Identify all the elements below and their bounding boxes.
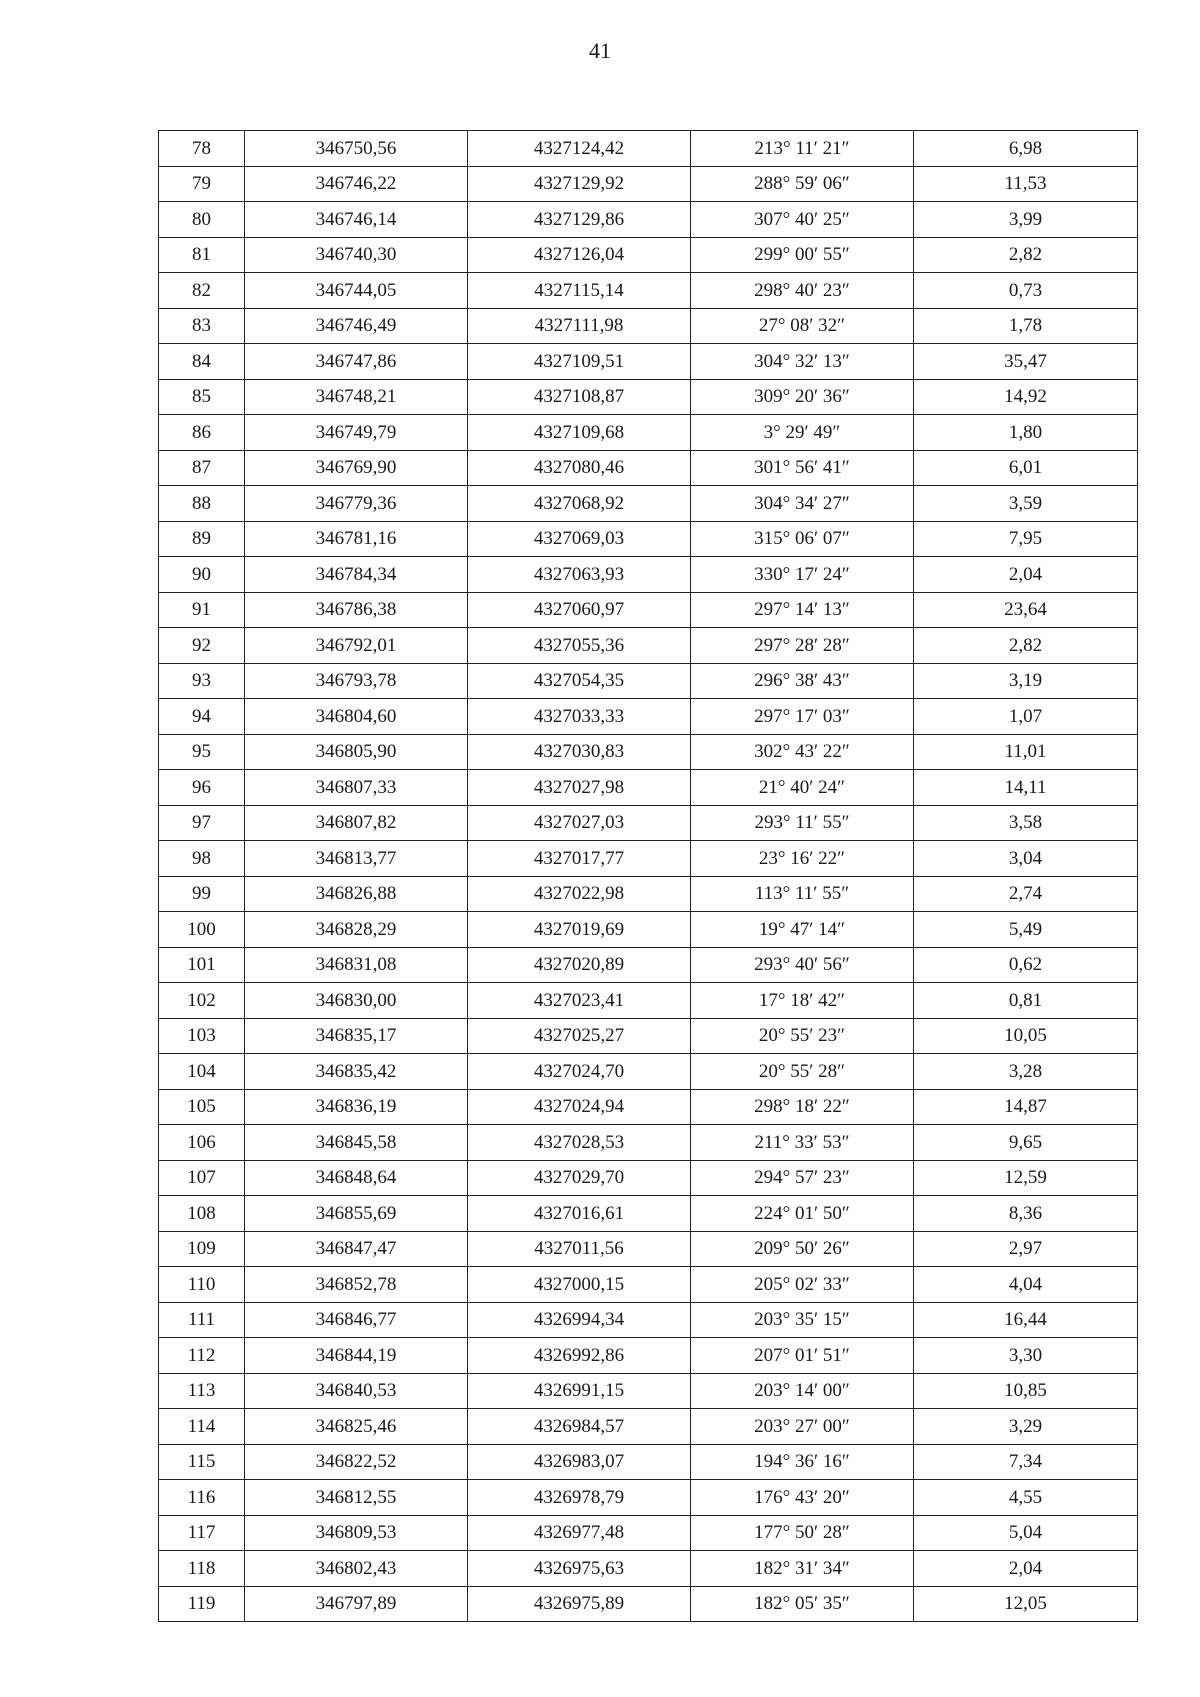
- coordinates-table-body: [159, 131, 1138, 1622]
- direction-angle-cell: 297° 14′ 13″: [691, 592, 914, 628]
- y-coordinate-cell: 4327000,15: [468, 1267, 691, 1303]
- x-coordinate-cell: 346744,05: [245, 273, 468, 309]
- y-coordinate-cell: 4326984,57: [468, 1409, 691, 1445]
- distance-cell: 14,87: [914, 1089, 1138, 1125]
- table-row: [159, 592, 1138, 628]
- direction-angle-cell: 330° 17′ 24″: [691, 557, 914, 593]
- direction-angle-cell: 205° 02′ 33″: [691, 1267, 914, 1303]
- distance-cell: 16,44: [914, 1302, 1138, 1338]
- x-coordinate-cell: 346822,52: [245, 1444, 468, 1480]
- y-coordinate-cell: 4327054,35: [468, 663, 691, 699]
- point-number-cell: 87: [159, 450, 245, 486]
- x-coordinate-cell: 346846,77: [245, 1302, 468, 1338]
- point-number-cell: 81: [159, 237, 245, 273]
- point-number-cell: 116: [159, 1480, 245, 1516]
- table-row: [159, 1302, 1138, 1338]
- y-coordinate-cell: 4327129,86: [468, 202, 691, 238]
- x-coordinate-cell: 346797,89: [245, 1586, 468, 1622]
- y-coordinate-cell: 4327022,98: [468, 876, 691, 912]
- y-coordinate-cell: 4327063,93: [468, 557, 691, 593]
- direction-angle-cell: 302° 43′ 22″: [691, 734, 914, 770]
- distance-cell: 14,11: [914, 770, 1138, 806]
- distance-cell: 3,28: [914, 1054, 1138, 1090]
- x-coordinate-cell: 346746,49: [245, 308, 468, 344]
- table-row: [159, 1160, 1138, 1196]
- point-number-cell: 117: [159, 1515, 245, 1551]
- distance-cell: 3,30: [914, 1338, 1138, 1374]
- x-coordinate-cell: 346852,78: [245, 1267, 468, 1303]
- distance-cell: 11,53: [914, 166, 1138, 202]
- y-coordinate-cell: 4327126,04: [468, 237, 691, 273]
- distance-cell: 10,85: [914, 1373, 1138, 1409]
- point-number-cell: 91: [159, 592, 245, 628]
- point-number-cell: 111: [159, 1302, 245, 1338]
- table-row: [159, 663, 1138, 699]
- point-number-cell: 85: [159, 379, 245, 415]
- distance-cell: 3,59: [914, 486, 1138, 522]
- distance-cell: 0,62: [914, 947, 1138, 983]
- direction-angle-cell: 207° 01′ 51″: [691, 1338, 914, 1374]
- y-coordinate-cell: 4327055,36: [468, 628, 691, 664]
- direction-angle-cell: 3° 29′ 49″: [691, 415, 914, 451]
- point-number-cell: 88: [159, 486, 245, 522]
- direction-angle-cell: 298° 40′ 23″: [691, 273, 914, 309]
- y-coordinate-cell: 4327020,89: [468, 947, 691, 983]
- table-row: [159, 1338, 1138, 1374]
- point-number-cell: 103: [159, 1018, 245, 1054]
- y-coordinate-cell: 4327108,87: [468, 379, 691, 415]
- direction-angle-cell: 304° 32′ 13″: [691, 344, 914, 380]
- distance-cell: 0,73: [914, 273, 1138, 309]
- x-coordinate-cell: 346836,19: [245, 1089, 468, 1125]
- point-number-cell: 94: [159, 699, 245, 735]
- direction-angle-cell: 19° 47′ 14″: [691, 912, 914, 948]
- point-number-cell: 84: [159, 344, 245, 380]
- direction-angle-cell: 177° 50′ 28″: [691, 1515, 914, 1551]
- point-number-cell: 78: [159, 131, 245, 167]
- x-coordinate-cell: 346749,79: [245, 415, 468, 451]
- table-row: [159, 1089, 1138, 1125]
- distance-cell: 0,81: [914, 983, 1138, 1019]
- y-coordinate-cell: 4327109,68: [468, 415, 691, 451]
- x-coordinate-cell: 346748,21: [245, 379, 468, 415]
- direction-angle-cell: 299° 00′ 55″: [691, 237, 914, 273]
- table-row: [159, 131, 1138, 167]
- y-coordinate-cell: 4326991,15: [468, 1373, 691, 1409]
- y-coordinate-cell: 4327025,27: [468, 1018, 691, 1054]
- distance-cell: 5,49: [914, 912, 1138, 948]
- point-number-cell: 115: [159, 1444, 245, 1480]
- x-coordinate-cell: 346845,58: [245, 1125, 468, 1161]
- y-coordinate-cell: 4327124,42: [468, 131, 691, 167]
- x-coordinate-cell: 346835,17: [245, 1018, 468, 1054]
- table-row: [159, 876, 1138, 912]
- distance-cell: 3,58: [914, 805, 1138, 841]
- y-coordinate-cell: 4327023,41: [468, 983, 691, 1019]
- point-number-cell: 101: [159, 947, 245, 983]
- table-row: [159, 308, 1138, 344]
- point-number-cell: 110: [159, 1267, 245, 1303]
- direction-angle-cell: 176° 43′ 20″: [691, 1480, 914, 1516]
- point-number-cell: 82: [159, 273, 245, 309]
- x-coordinate-cell: 346813,77: [245, 841, 468, 877]
- x-coordinate-cell: 346792,01: [245, 628, 468, 664]
- point-number-cell: 99: [159, 876, 245, 912]
- x-coordinate-cell: 346746,14: [245, 202, 468, 238]
- distance-cell: 1,07: [914, 699, 1138, 735]
- point-number-cell: 97: [159, 805, 245, 841]
- point-number-cell: 90: [159, 557, 245, 593]
- direction-angle-cell: 113° 11′ 55″: [691, 876, 914, 912]
- y-coordinate-cell: 4327060,97: [468, 592, 691, 628]
- point-number-cell: 80: [159, 202, 245, 238]
- y-coordinate-cell: 4326975,89: [468, 1586, 691, 1622]
- distance-cell: 3,99: [914, 202, 1138, 238]
- direction-angle-cell: 203° 35′ 15″: [691, 1302, 914, 1338]
- x-coordinate-cell: 346807,33: [245, 770, 468, 806]
- direction-angle-cell: 23° 16′ 22″: [691, 841, 914, 877]
- y-coordinate-cell: 4327111,98: [468, 308, 691, 344]
- x-coordinate-cell: 346804,60: [245, 699, 468, 735]
- point-number-cell: 109: [159, 1231, 245, 1267]
- point-number-cell: 98: [159, 841, 245, 877]
- table-row: [159, 237, 1138, 273]
- point-number-cell: 112: [159, 1338, 245, 1374]
- direction-angle-cell: 297° 17′ 03″: [691, 699, 914, 735]
- y-coordinate-cell: 4327068,92: [468, 486, 691, 522]
- direction-angle-cell: 182° 31′ 34″: [691, 1551, 914, 1587]
- y-coordinate-cell: 4327030,83: [468, 734, 691, 770]
- distance-cell: 3,29: [914, 1409, 1138, 1445]
- y-coordinate-cell: 4327029,70: [468, 1160, 691, 1196]
- table-row: [159, 450, 1138, 486]
- page-number: 41: [589, 38, 611, 63]
- table-row: [159, 983, 1138, 1019]
- x-coordinate-cell: 346831,08: [245, 947, 468, 983]
- point-number-cell: 79: [159, 166, 245, 202]
- x-coordinate-cell: 346825,46: [245, 1409, 468, 1445]
- direction-angle-cell: 296° 38′ 43″: [691, 663, 914, 699]
- point-number-cell: 100: [159, 912, 245, 948]
- direction-angle-cell: 307° 40′ 25″: [691, 202, 914, 238]
- distance-cell: 10,05: [914, 1018, 1138, 1054]
- distance-cell: 2,04: [914, 557, 1138, 593]
- x-coordinate-cell: 346781,16: [245, 521, 468, 557]
- point-number-cell: 83: [159, 308, 245, 344]
- x-coordinate-cell: 346779,36: [245, 486, 468, 522]
- point-number-cell: 102: [159, 983, 245, 1019]
- table-row: [159, 379, 1138, 415]
- table-row: [159, 1196, 1138, 1232]
- distance-cell: 23,64: [914, 592, 1138, 628]
- x-coordinate-cell: 346805,90: [245, 734, 468, 770]
- y-coordinate-cell: 4326977,48: [468, 1515, 691, 1551]
- y-coordinate-cell: 4326992,86: [468, 1338, 691, 1374]
- x-coordinate-cell: 346740,30: [245, 237, 468, 273]
- y-coordinate-cell: 4327129,92: [468, 166, 691, 202]
- point-number-cell: 107: [159, 1160, 245, 1196]
- point-number-cell: 104: [159, 1054, 245, 1090]
- y-coordinate-cell: 4326983,07: [468, 1444, 691, 1480]
- direction-angle-cell: 20° 55′ 23″: [691, 1018, 914, 1054]
- distance-cell: 8,36: [914, 1196, 1138, 1232]
- point-number-cell: 96: [159, 770, 245, 806]
- direction-angle-cell: 294° 57′ 23″: [691, 1160, 914, 1196]
- direction-angle-cell: 224° 01′ 50″: [691, 1196, 914, 1232]
- table-row: [159, 1515, 1138, 1551]
- coordinates-table: [158, 130, 1138, 1622]
- distance-cell: 3,04: [914, 841, 1138, 877]
- direction-angle-cell: 293° 11′ 55″: [691, 805, 914, 841]
- distance-cell: 6,01: [914, 450, 1138, 486]
- point-number-cell: 93: [159, 663, 245, 699]
- direction-angle-cell: 17° 18′ 42″: [691, 983, 914, 1019]
- distance-cell: 9,65: [914, 1125, 1138, 1161]
- y-coordinate-cell: 4327019,69: [468, 912, 691, 948]
- distance-cell: 7,34: [914, 1444, 1138, 1480]
- table-row: [159, 1373, 1138, 1409]
- direction-angle-cell: 203° 14′ 00″: [691, 1373, 914, 1409]
- table-row: [159, 734, 1138, 770]
- point-number-cell: 92: [159, 628, 245, 664]
- table-row: [159, 770, 1138, 806]
- distance-cell: 6,98: [914, 131, 1138, 167]
- distance-cell: 4,04: [914, 1267, 1138, 1303]
- point-number-cell: 89: [159, 521, 245, 557]
- x-coordinate-cell: 346840,53: [245, 1373, 468, 1409]
- distance-cell: 2,82: [914, 628, 1138, 664]
- distance-cell: 12,59: [914, 1160, 1138, 1196]
- direction-angle-cell: 301° 56′ 41″: [691, 450, 914, 486]
- table-row: [159, 628, 1138, 664]
- table-row: [159, 415, 1138, 451]
- table-row: [159, 1444, 1138, 1480]
- x-coordinate-cell: 346844,19: [245, 1338, 468, 1374]
- distance-cell: 2,04: [914, 1551, 1138, 1587]
- table-row: [159, 699, 1138, 735]
- table-row: [159, 344, 1138, 380]
- point-number-cell: 118: [159, 1551, 245, 1587]
- direction-angle-cell: 20° 55′ 28″: [691, 1054, 914, 1090]
- distance-cell: 12,05: [914, 1586, 1138, 1622]
- x-coordinate-cell: 346746,22: [245, 166, 468, 202]
- distance-cell: 1,80: [914, 415, 1138, 451]
- direction-angle-cell: 297° 28′ 28″: [691, 628, 914, 664]
- distance-cell: 1,78: [914, 308, 1138, 344]
- direction-angle-cell: 194° 36′ 16″: [691, 1444, 914, 1480]
- x-coordinate-cell: 346750,56: [245, 131, 468, 167]
- table-row: [159, 1054, 1138, 1090]
- x-coordinate-cell: 346807,82: [245, 805, 468, 841]
- distance-cell: 11,01: [914, 734, 1138, 770]
- x-coordinate-cell: 346835,42: [245, 1054, 468, 1090]
- y-coordinate-cell: 4327024,94: [468, 1089, 691, 1125]
- direction-angle-cell: 288° 59′ 06″: [691, 166, 914, 202]
- distance-cell: 5,04: [914, 1515, 1138, 1551]
- x-coordinate-cell: 346855,69: [245, 1196, 468, 1232]
- x-coordinate-cell: 346786,38: [245, 592, 468, 628]
- distance-cell: 4,55: [914, 1480, 1138, 1516]
- direction-angle-cell: 315° 06′ 07″: [691, 521, 914, 557]
- y-coordinate-cell: 4327027,98: [468, 770, 691, 806]
- table-row: [159, 1267, 1138, 1303]
- distance-cell: 3,19: [914, 663, 1138, 699]
- y-coordinate-cell: 4327016,61: [468, 1196, 691, 1232]
- table-row: [159, 557, 1138, 593]
- x-coordinate-cell: 346828,29: [245, 912, 468, 948]
- direction-angle-cell: 203° 27′ 00″: [691, 1409, 914, 1445]
- distance-cell: 2,97: [914, 1231, 1138, 1267]
- table-row: [159, 1125, 1138, 1161]
- x-coordinate-cell: 346847,47: [245, 1231, 468, 1267]
- direction-angle-cell: 304° 34′ 27″: [691, 486, 914, 522]
- table-row: [159, 841, 1138, 877]
- distance-cell: 2,82: [914, 237, 1138, 273]
- direction-angle-cell: 213° 11′ 21″: [691, 131, 914, 167]
- point-number-cell: 106: [159, 1125, 245, 1161]
- x-coordinate-cell: 346793,78: [245, 663, 468, 699]
- direction-angle-cell: 182° 05′ 35″: [691, 1586, 914, 1622]
- table-row: [159, 1409, 1138, 1445]
- y-coordinate-cell: 4327069,03: [468, 521, 691, 557]
- table-row: [159, 947, 1138, 983]
- point-number-cell: 108: [159, 1196, 245, 1232]
- direction-angle-cell: 21° 40′ 24″: [691, 770, 914, 806]
- x-coordinate-cell: 346812,55: [245, 1480, 468, 1516]
- direction-angle-cell: 209° 50′ 26″: [691, 1231, 914, 1267]
- table-row: [159, 912, 1138, 948]
- y-coordinate-cell: 4327033,33: [468, 699, 691, 735]
- distance-cell: 14,92: [914, 379, 1138, 415]
- y-coordinate-cell: 4327109,51: [468, 344, 691, 380]
- x-coordinate-cell: 346784,34: [245, 557, 468, 593]
- point-number-cell: 113: [159, 1373, 245, 1409]
- y-coordinate-cell: 4327115,14: [468, 273, 691, 309]
- x-coordinate-cell: 346747,86: [245, 344, 468, 380]
- point-number-cell: 114: [159, 1409, 245, 1445]
- direction-angle-cell: 211° 33′ 53″: [691, 1125, 914, 1161]
- direction-angle-cell: 293° 40′ 56″: [691, 947, 914, 983]
- y-coordinate-cell: 4327011,56: [468, 1231, 691, 1267]
- point-number-cell: 86: [159, 415, 245, 451]
- x-coordinate-cell: 346809,53: [245, 1515, 468, 1551]
- x-coordinate-cell: 346826,88: [245, 876, 468, 912]
- y-coordinate-cell: 4327028,53: [468, 1125, 691, 1161]
- distance-cell: 7,95: [914, 521, 1138, 557]
- table-row: [159, 1551, 1138, 1587]
- x-coordinate-cell: 346848,64: [245, 1160, 468, 1196]
- table-row: [159, 202, 1138, 238]
- table-row: [159, 166, 1138, 202]
- distance-cell: 2,74: [914, 876, 1138, 912]
- point-number-cell: 95: [159, 734, 245, 770]
- direction-angle-cell: 298° 18′ 22″: [691, 1089, 914, 1125]
- direction-angle-cell: 309° 20′ 36″: [691, 379, 914, 415]
- table-row: [159, 273, 1138, 309]
- x-coordinate-cell: 346769,90: [245, 450, 468, 486]
- table-row: [159, 1586, 1138, 1622]
- y-coordinate-cell: 4326975,63: [468, 1551, 691, 1587]
- table-row: [159, 1231, 1138, 1267]
- y-coordinate-cell: 4327024,70: [468, 1054, 691, 1090]
- table-row: [159, 486, 1138, 522]
- x-coordinate-cell: 346802,43: [245, 1551, 468, 1587]
- y-coordinate-cell: 4327080,46: [468, 450, 691, 486]
- direction-angle-cell: 27° 08′ 32″: [691, 308, 914, 344]
- y-coordinate-cell: 4327027,03: [468, 805, 691, 841]
- y-coordinate-cell: 4327017,77: [468, 841, 691, 877]
- table-row: [159, 805, 1138, 841]
- distance-cell: 35,47: [914, 344, 1138, 380]
- table-row: [159, 521, 1138, 557]
- y-coordinate-cell: 4326994,34: [468, 1302, 691, 1338]
- table-row: [159, 1018, 1138, 1054]
- y-coordinate-cell: 4326978,79: [468, 1480, 691, 1516]
- point-number-cell: 105: [159, 1089, 245, 1125]
- table-row: [159, 1480, 1138, 1516]
- x-coordinate-cell: 346830,00: [245, 983, 468, 1019]
- point-number-cell: 119: [159, 1586, 245, 1622]
